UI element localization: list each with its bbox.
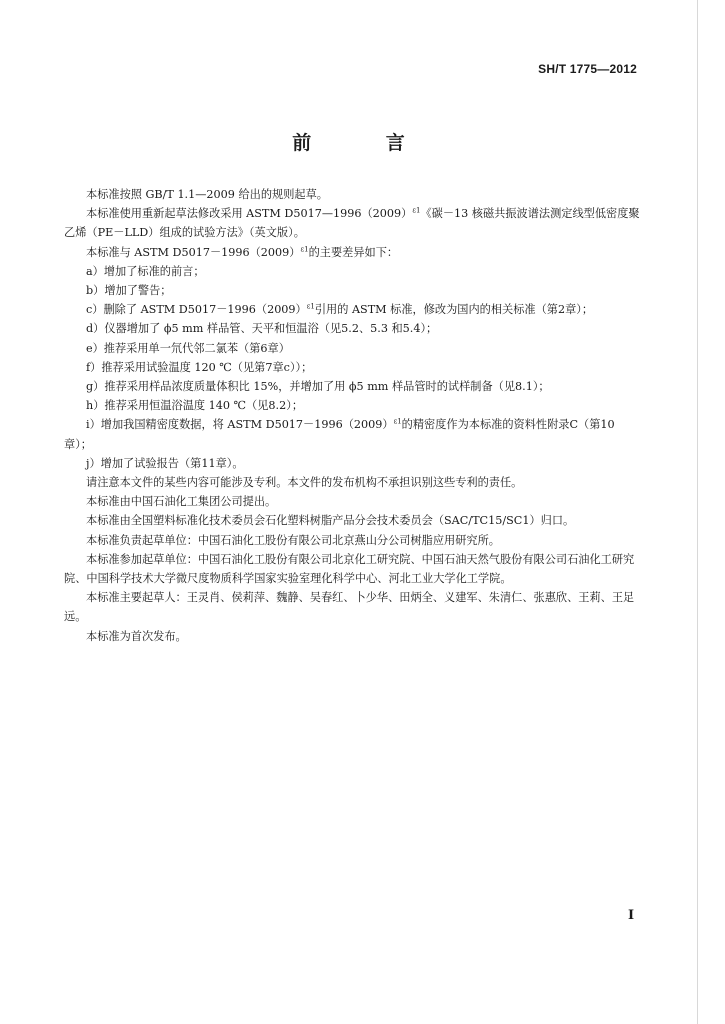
list-item-d: d）仪器增加了 ϕ5 mm 样品管、天平和恒温浴（见5.2、5.3 和5.4）； [86,322,438,336]
page-title: 前 言 [292,132,439,154]
list-item-i-text-1: i）增加我国精密度数据，将 ASTM D5017－1996（2009） [86,418,394,432]
list-item-i-text-2: 的精密度作为本标准的资料性附录C（第10章）； [64,418,615,451]
list-item-c [64,300,640,319]
list-item-c-text-1: c）删除了 ASTM D5017－1996（2009） [86,303,307,317]
paragraph-drafting-rules: 本标准按照 GB/T 1.1—2009 给出的规则起草。 [86,188,328,201]
paragraph-adoption-text-1: 本标准使用重新起草法修改采用 ASTM D5017—1996（2009） [86,207,413,221]
page-number: I [628,908,635,923]
epsilon-superscript: ε1 [393,417,402,426]
paragraph-differences-text-1: 本标准与 ASTM D5017－1996（2009） [86,245,301,259]
list-item-i [64,415,640,453]
foreword-body [64,185,640,646]
list-item-a: a）增加了标准的前言； [86,264,205,278]
list-item-e: e）推荐采用单一氘代邻二氯苯（第6章） [86,341,290,355]
list-item-g: g）推荐采用样品浓度质量体积比 15%，并增加了用 ϕ5 mm 样品管时的试样制备（见8.1）； [86,380,550,394]
document-code: SH/T 1775—2012 [538,62,637,76]
paragraph-responsible-unit: 本标准负责起草单位：中国石油化工股份有限公司北京燕山分公司树脂应用研究所。 [86,533,500,547]
paragraph-adoption-text-2: 《碳－13 核磁共振波谱法测定线型低密度聚乙烯（PE－LLD）组成的试验方法》（英文版）。 [64,207,640,240]
paragraph-drafters: 本标准主要起草人：王灵肖、侯莉萍、魏静、吴春红、卜少华、田炳全、义建军、朱清仁、张惠欣、王莉、王足远。 [64,591,635,624]
list-item-h: h）推荐采用恒温浴温度 140 ℃（见8.2）； [86,399,304,413]
epsilon-superscript: ε1 [300,244,309,253]
list-item-j: j）增加了试验报告（第11章）。 [86,456,244,470]
page-edge-line [697,0,698,1024]
epsilon-superscript: ε1 [412,206,421,215]
list-item-f: f）推荐采用试验温度 120 ℃（见第7章c））； [86,360,313,374]
paragraph-participating-units: 本标准参加起草单位：中国石油化工股份有限公司北京化工研究院、中国石油天然气股份有限公司石油化工研究院、中国科学技术大学微尺度物质科学国家实验室理化科学中心、河北工业大学化工学院。 [64,552,635,586]
paragraph-differences-intro [64,243,640,262]
paragraph-first-release: 本标准为首次发布。 [86,629,187,643]
paragraph-committee: 本标准由全国塑料标准化技术委员会石化塑料树脂产品分会技术委员会（SAC/TC15/SC1）归口。 [86,514,575,528]
paragraph-proposer: 本标准由中国石油化工集团公司提出。 [86,495,277,509]
list-item-c-text-2: 引用的 ASTM 标准，修改为国内的相关标准（第2章）； [314,303,594,317]
list-item-b: b）增加了警告； [86,284,172,298]
epsilon-superscript: ε1 [306,302,315,311]
paragraph-differences-text-2: 的主要差异如下： [308,245,399,259]
paragraph-patent-notice: 请注意本文件的某些内容可能涉及专利。本文件的发布机构不承担识别这些专利的责任。 [86,476,523,490]
paragraph-adoption [64,204,640,242]
